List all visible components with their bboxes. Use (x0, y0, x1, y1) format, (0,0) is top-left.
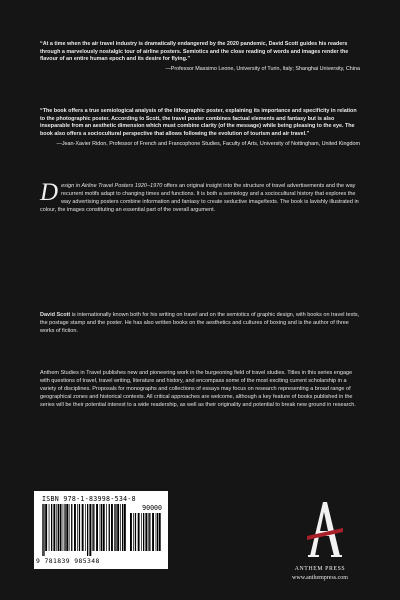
author-bio-text: is internationally known both for his writing on travel and on the semiotics of graphic design, with books on travel texts, the postage stamp and the poster. He has also written books on the aesthetics and cultures of boxing and is the author of three works of fiction. (40, 312, 360, 335)
quote-text: “The book offers a true semiological analysis of the lithographic poster, explaining its importance and specificity in relation to the photographic poster. According to Scott, the travel poster combines factual elements and fantasy but is also inseparable from an aesthetic dimension which must combine clarity (of the message) while being pleasing to the eye. The book also offers a sociocultural perspective that allows following the evolution of tourism and air travel.” (40, 108, 357, 138)
barcode-bar (96, 504, 98, 551)
barcode-bar (101, 504, 102, 551)
barcode-bar (56, 504, 57, 551)
barcode-bar (64, 504, 65, 551)
barcode-bar (138, 513, 140, 551)
series-description: Anthem Studies in Travel publishes new and pioneering work in the burgeoning field of travel studies. Titles in this series engage with questions of travel, travel writing, literature and history, and encompass some of the most exciting current scholarship in a variety of disciplines. Proposals for monographs and collections of essays may focus on research representing a broad range of geographical zones and historical contexts. All critical approaches are welcome, although a key feature of books published in the series will be their potential interest to a wide readership, as well as their originality and potential to break new ground in research. (40, 370, 356, 409)
barcode-bar (103, 504, 105, 551)
quote-attribution: —Professor Massimo Leone, University of Turin, Italy; Shanghai University, China (165, 66, 360, 73)
barcode-bar (120, 504, 121, 551)
barcode-bar (93, 504, 94, 551)
price-addon-number: 90000 (142, 504, 162, 512)
barcode-bar (49, 504, 50, 551)
barcode-bar (145, 513, 147, 551)
barcode-bar (143, 513, 144, 551)
barcode-bar (152, 513, 154, 551)
quote-text: “At a time when the air travel industry is dramatically endangered by the 2020 pandemic, David Scott guides his readers through a marvelously nostalgic tour of airline posters. Semiotics and the close reading of words and images render the flavour of an entire human epoch and its desire for flying.” (40, 41, 349, 63)
barcode-bar (92, 504, 93, 551)
barcode-bar (114, 504, 115, 551)
book-title-inline: esign in Airline Travel Posters 1920–1970 (61, 183, 163, 189)
publisher-url: www.anthempress.com (292, 575, 348, 581)
barcode-bar (149, 513, 150, 551)
barcode-bar (58, 504, 59, 551)
publisher-name: ANTHEM PRESS (294, 566, 346, 572)
barcode-bar (51, 504, 52, 551)
barcode-bar (141, 513, 142, 551)
addon-barcode-bars (130, 513, 162, 556)
barcode-bar (71, 504, 72, 551)
endorsement-quote-2 (40, 108, 360, 149)
ean-digits: 9 781839 985348 (36, 557, 100, 565)
barcode-bar (135, 513, 136, 551)
isbn-label: ISBN 978-1-83998-534-8 (42, 495, 136, 503)
barcode-bar (82, 504, 84, 551)
barcode-bar (79, 504, 80, 551)
barcode-bar (87, 504, 88, 556)
barcode-bar (122, 504, 123, 551)
barcode-bar (85, 504, 86, 551)
barcode-bar (111, 504, 113, 551)
barcode-bar (100, 504, 101, 551)
barcode-bar (148, 513, 149, 551)
isbn-barcode (34, 491, 168, 569)
barcode-bar (63, 504, 64, 551)
barcode-bar (117, 504, 119, 551)
barcode-bar (124, 504, 126, 551)
drop-cap: D (40, 179, 59, 206)
barcode-bar (45, 504, 47, 551)
barcode-bar (53, 504, 55, 551)
barcode-bar (106, 504, 107, 551)
barcode-bar (89, 504, 91, 556)
barcode-bar (157, 513, 158, 551)
book-description (40, 179, 360, 214)
barcode-bar (42, 504, 43, 556)
barcode-bar (115, 504, 116, 551)
barcode-bar (159, 513, 161, 551)
description-text: offers an original insight into the structure of travel advertisements and the way recurrent motifs adapt to changing times and functions. It is both a semiology and a sociocultural history that explores the way advertising posters combine information and fantasy to create seductive image/texts. The book is lavishly illustrated in colour, the images constituting an essential part of the overall argument. (40, 183, 359, 214)
barcode-bar (43, 504, 44, 556)
barcode-bar (66, 504, 68, 551)
barcode-bar (156, 513, 157, 551)
endorsement-quote-1 (40, 41, 360, 74)
barcode-bar (60, 504, 62, 551)
barcode-bar (77, 504, 78, 551)
barcode-bar (74, 504, 76, 551)
author-name: David Scott (40, 312, 71, 318)
ean-barcode-bars (42, 504, 126, 556)
barcode-bar (133, 513, 134, 551)
quote-attribution: —Jean-Xavier Ridon, Professor of French and Francophone Studies, Faculty of Arts, University of Nottingham, United Kingdom (56, 140, 360, 147)
barcode-bar (130, 513, 132, 551)
barcode-bar (109, 504, 110, 551)
anthem-press-logo-icon (307, 498, 343, 560)
author-bio (40, 311, 360, 335)
barcode-bar (69, 504, 70, 551)
